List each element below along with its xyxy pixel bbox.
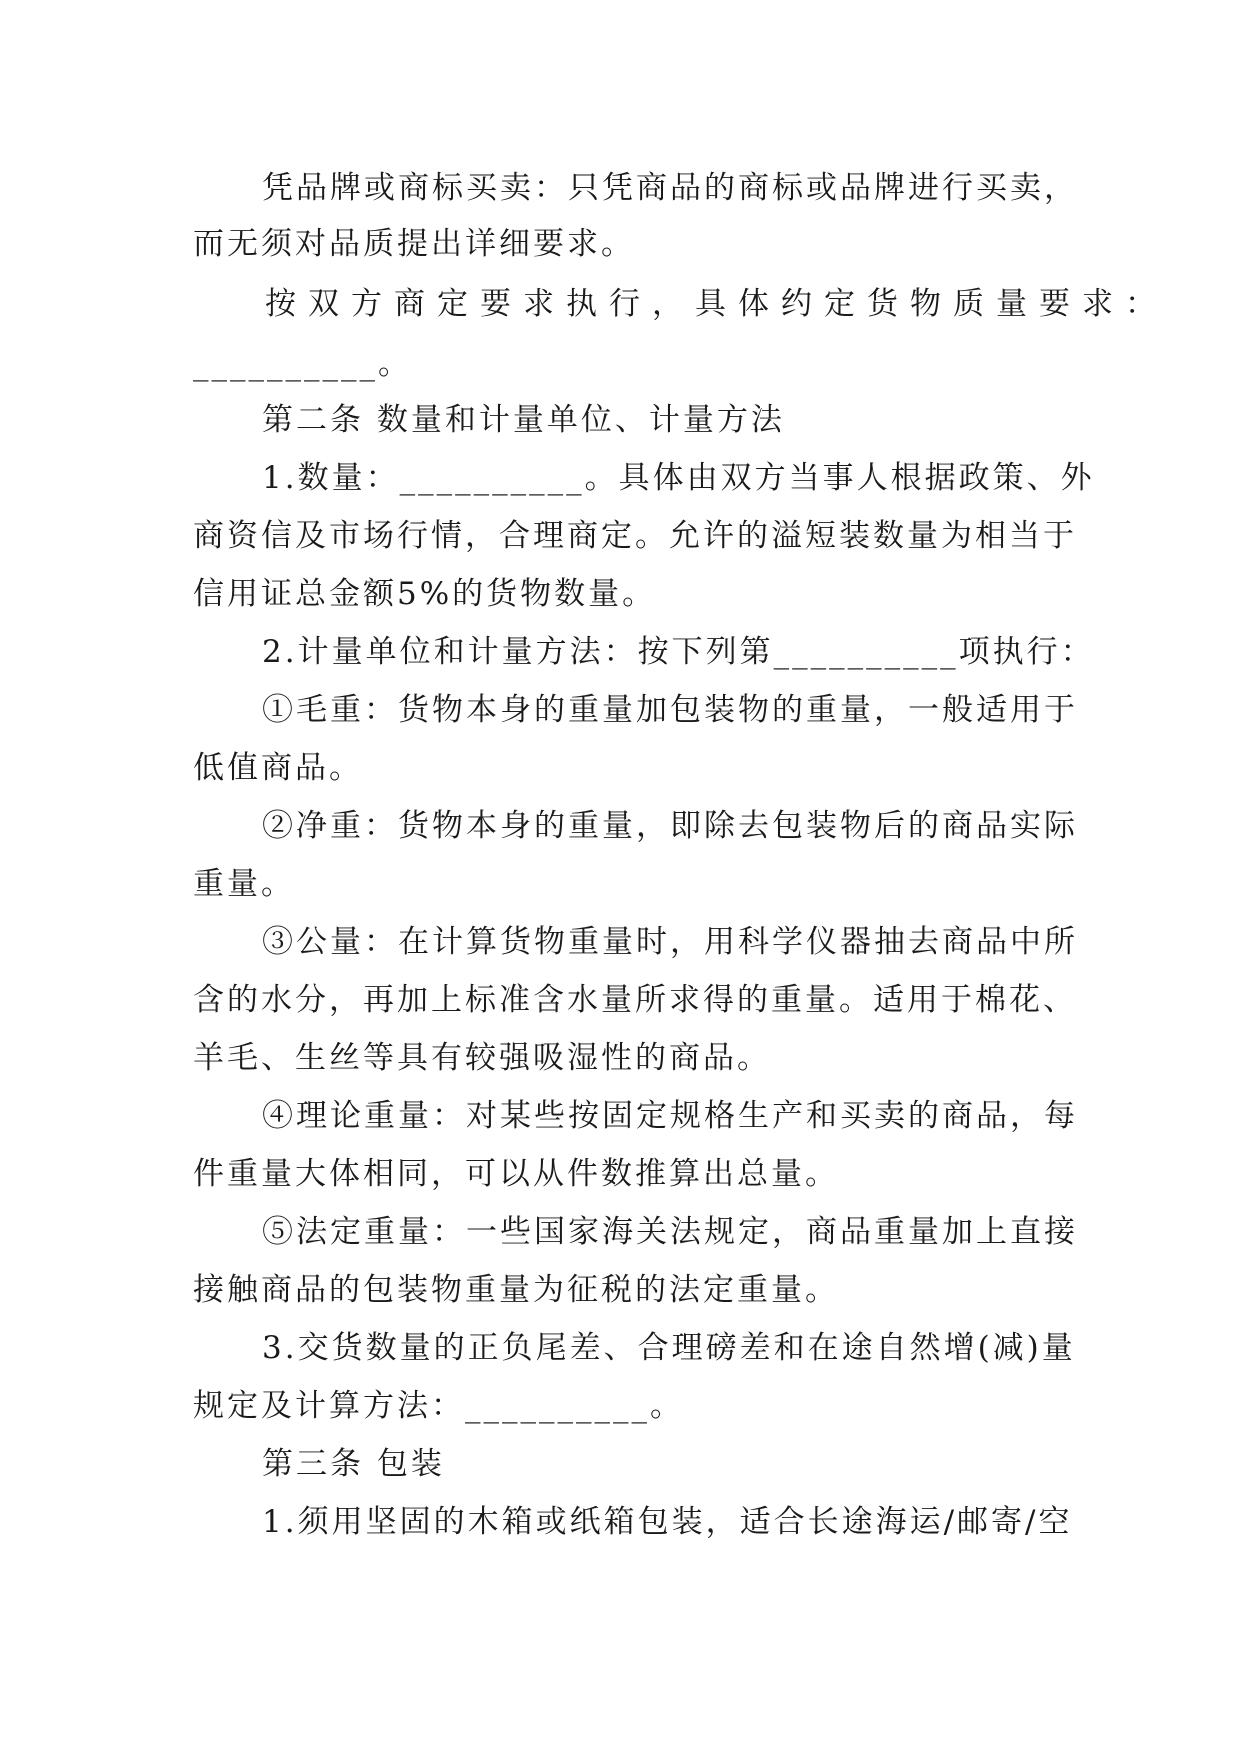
- text-line: 羊毛、生丝等具有较强吸湿性的商品。: [193, 1040, 771, 1076]
- text-line: 重量。: [193, 866, 295, 902]
- list-item: ③公量：在计算货物重量时，用科学仪器抽去商品中所: [262, 924, 1078, 960]
- section-heading: 第三条 包装: [262, 1446, 445, 1482]
- section-heading: 第二条 数量和计量单位、计量方法: [262, 402, 785, 438]
- list-item: ④理论重量：对某些按固定规格生产和买卖的商品，每: [262, 1098, 1078, 1134]
- text-line: 含的水分，再加上标准含水量所求得的重量。适用于棉花、: [193, 982, 1077, 1018]
- text-line: 件重量大体相同，可以从件数推算出总量。: [193, 1156, 839, 1192]
- text-line: 按双方商定要求执行，具体约定货物质量要求：: [265, 286, 1168, 322]
- list-item: ②净重：货物本身的重量，即除去包装物后的商品实际: [262, 808, 1078, 844]
- list-item: ⑤法定重量：一些国家海关法规定，商品重量加上直接: [262, 1214, 1078, 1250]
- text-line: 1.数量：__________。具体由双方当事人根据政策、外: [262, 460, 1095, 496]
- text-line: 1.须用坚固的木箱或纸箱包装，适合长途海运/邮寄/空: [262, 1504, 1073, 1540]
- text-line: 规定及计算方法：__________。: [193, 1388, 684, 1424]
- text-line: 2.计量单位和计量方法：按下列第__________项执行：: [262, 634, 1095, 670]
- list-item: ①毛重：货物本身的重量加包装物的重量，一般适用于: [262, 692, 1078, 728]
- text-line: 接触商品的包装物重量为征税的法定重量。: [193, 1272, 839, 1308]
- text-line: 3.交货数量的正负尾差、合理磅差和在途自然增(减)量: [262, 1330, 1076, 1366]
- text-line: 商资信及市场行情，合理商定。允许的溢短装数量为相当于: [193, 518, 1077, 554]
- text-line: 凭品牌或商标买卖：只凭商品的商标或品牌进行买卖，: [262, 170, 1078, 206]
- blank-fill-line: __________。: [193, 346, 412, 382]
- text-line: 而无须对品质提出详细要求。: [193, 226, 635, 262]
- text-line: 信用证总金额5%的货物数量。: [193, 576, 657, 612]
- text-line: 低值商品。: [193, 750, 363, 786]
